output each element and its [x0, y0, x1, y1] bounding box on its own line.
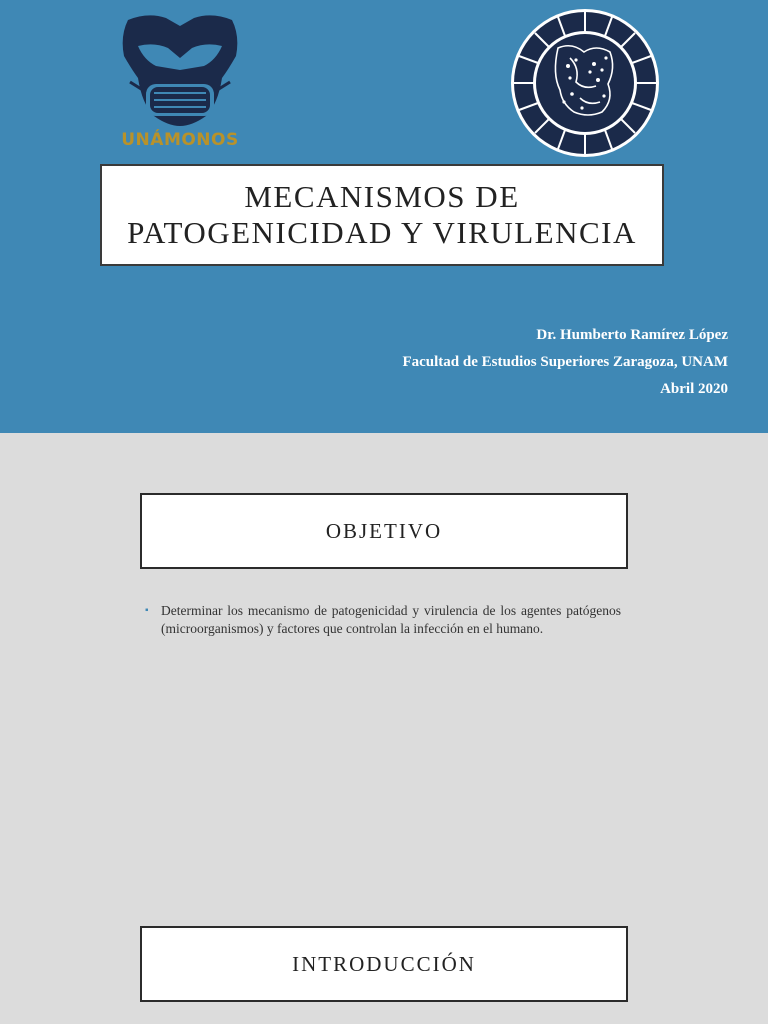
presentation-date: Abril 2020 — [660, 381, 728, 397]
seal-icon — [510, 8, 660, 158]
objective-bullet — [145, 602, 621, 637]
title-line-1: MECANISMOS DE — [244, 179, 520, 214]
author-institution: Facultad de Estudios Superiores Zaragoza, UNAM — [402, 354, 728, 370]
author-block — [402, 322, 728, 403]
title-line-2: PATOGENICIDAD Y VIRULENCIA — [127, 215, 637, 250]
introduction-heading-box — [140, 926, 628, 1002]
puma-mask-icon — [118, 12, 242, 132]
title-slide — [0, 0, 768, 433]
objective-text: Determinar los mecanismo de patogenicidad y virulencia de los agentes patógenos (microorganismos) y factores que controlan la infección en el humano. — [161, 603, 621, 636]
presentation-title — [127, 179, 637, 251]
introduction-heading: INTRODUCCIÓN — [292, 951, 476, 976]
bullet-square-icon: ▪ — [145, 605, 149, 616]
objective-heading: OBJETIVO — [325, 518, 443, 543]
objective-heading-box — [140, 493, 628, 569]
author-name: Dr. Humberto Ramírez López — [536, 327, 728, 343]
title-box — [100, 164, 664, 266]
unamonos-logo — [118, 12, 242, 154]
fes-zaragoza-seal — [510, 8, 660, 158]
unamonos-label: UNÁMONOS — [121, 130, 239, 150]
